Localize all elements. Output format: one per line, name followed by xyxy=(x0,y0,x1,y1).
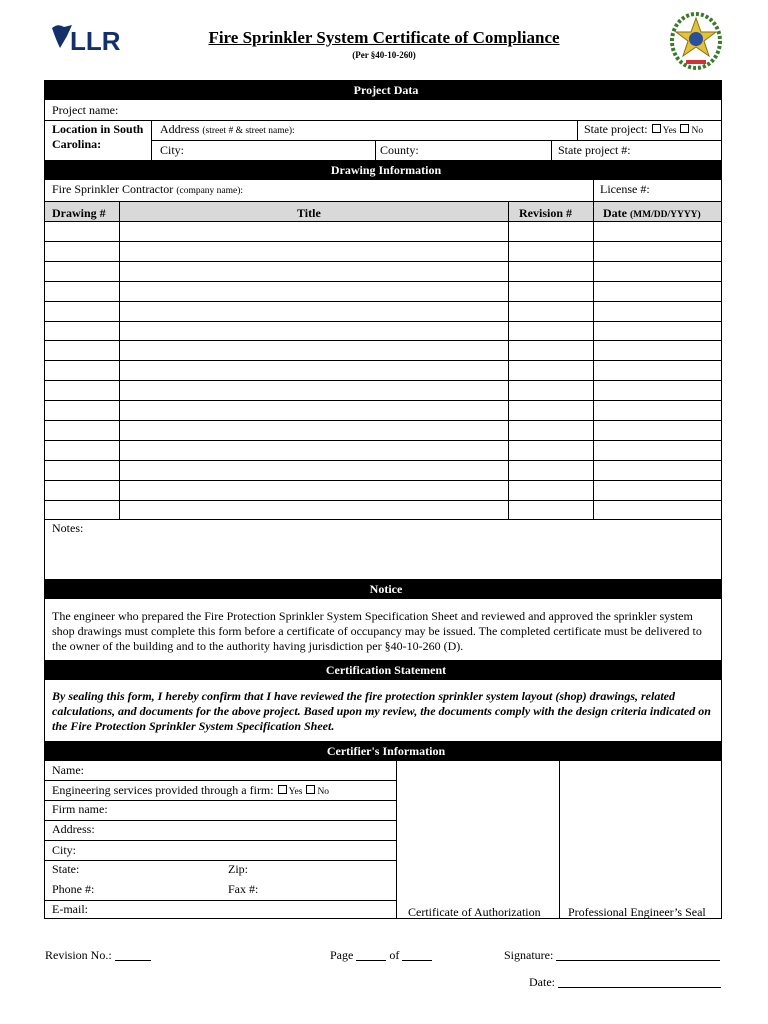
certifier-email-label: E-mail: xyxy=(52,902,88,916)
drawing-table-row[interactable] xyxy=(45,221,721,222)
certification-text: By sealing this form, I hereby confirm that I have reviewed the fire protection sprinkler system layout (shop) drawings, related calculations, and documents for the above project. Based upon my review, the documents comply with the design criteria indicated on the Fire Protection Sprinkler System Specification Sheet. xyxy=(52,689,711,733)
drawing-table-row[interactable] xyxy=(45,480,721,481)
address-label: Address (street # & street name): xyxy=(160,122,295,136)
section-certification: Certification Statement xyxy=(44,660,722,680)
notes-label: Notes: xyxy=(52,521,84,535)
project-name-label: Project name: xyxy=(52,103,119,117)
col-date: Date (MM/DD/YYYY) xyxy=(603,206,701,220)
section-project-data: Project Data xyxy=(44,80,722,100)
col-revision: Revision # xyxy=(519,206,573,220)
firm-no-checkbox[interactable] xyxy=(306,785,315,794)
state-project-no-checkbox[interactable] xyxy=(680,124,689,133)
state-project-yes-checkbox[interactable] xyxy=(652,124,661,133)
date-field[interactable] xyxy=(558,977,721,988)
certifier-address-label: Address: xyxy=(52,822,95,836)
col-title: Title xyxy=(297,206,321,220)
drawing-table-column-divider xyxy=(593,201,594,519)
drawing-table-row[interactable] xyxy=(45,281,721,282)
drawing-table-row[interactable] xyxy=(45,340,721,341)
certifier-city-label: City: xyxy=(52,843,77,857)
firm-yes-checkbox[interactable] xyxy=(278,785,287,794)
drawing-table-row[interactable] xyxy=(45,321,721,322)
firm-name-label: Firm name: xyxy=(52,802,108,816)
state-project-label: State project: Yes No xyxy=(584,122,704,136)
col-drawing: Drawing # xyxy=(52,206,106,220)
revision-label: Revision No.: xyxy=(45,948,151,963)
drawing-table-row[interactable] xyxy=(45,400,721,401)
drawing-table-row[interactable] xyxy=(45,301,721,302)
certifier-phone-label: Phone #: xyxy=(52,882,95,896)
drawing-table-row[interactable] xyxy=(45,500,721,501)
signature-field[interactable] xyxy=(556,950,720,961)
notice-text: The engineer who prepared the Fire Protection Sprinkler System Specification Sheet and reviewed and approved the sprinkler system shop drawings must complete this form before a certificate of occupancy may be issued. The completed certificate must be delivered to the owner of the building and to the authority having jurisdiction per §40-10-260 (D). xyxy=(52,609,702,653)
drawing-table-row[interactable] xyxy=(45,241,721,242)
contractor-label: Fire Sprinkler Contractor (company name): xyxy=(52,182,244,196)
certifier-state-label: State: xyxy=(52,862,80,876)
page-title: Fire Sprinkler System Certificate of Compliance xyxy=(208,28,560,47)
certifier-fax-label: Fax #: xyxy=(228,882,259,896)
section-certifier: Certifier's Information xyxy=(44,741,722,761)
page-field[interactable] xyxy=(356,950,386,961)
drawing-table-row[interactable] xyxy=(45,460,721,461)
city-label: City: xyxy=(160,143,185,157)
pe-seal-label: Professional Engineer’s Seal xyxy=(568,905,706,919)
firm-services-label: Engineering services provided through a firm: Yes No xyxy=(52,783,330,797)
drawing-table-row[interactable] xyxy=(45,420,721,421)
state-seal-icon xyxy=(670,12,722,70)
certifier-zip-label: Zip: xyxy=(228,862,248,876)
license-label: License #: xyxy=(600,182,650,196)
llr-logo-text: LLR xyxy=(70,26,121,56)
page-subtitle: (Per §40-10-260) xyxy=(352,50,416,60)
page-total-field[interactable] xyxy=(402,950,432,961)
signature-label: Signature: xyxy=(504,948,720,963)
date-label: Date: xyxy=(529,975,721,990)
drawing-table-column-divider xyxy=(508,201,509,519)
section-drawing-info: Drawing Information xyxy=(44,160,722,180)
certifier-name-label: Name: xyxy=(52,763,84,777)
section-notice: Notice xyxy=(44,579,722,599)
county-label: County: xyxy=(380,143,419,157)
drawing-table-column-divider xyxy=(119,201,120,519)
revision-field[interactable] xyxy=(115,950,151,961)
drawing-table-row[interactable] xyxy=(45,360,721,361)
state-project-number-label: State project #: xyxy=(558,143,631,157)
location-label: Location in South Carolina: xyxy=(52,122,144,151)
drawing-table-row[interactable] xyxy=(45,440,721,441)
coa-label: Certificate of Authorization xyxy=(408,905,541,919)
drawing-table-row[interactable] xyxy=(45,261,721,262)
drawing-table-row[interactable] xyxy=(45,380,721,381)
page-number-label: Page of xyxy=(330,948,432,963)
